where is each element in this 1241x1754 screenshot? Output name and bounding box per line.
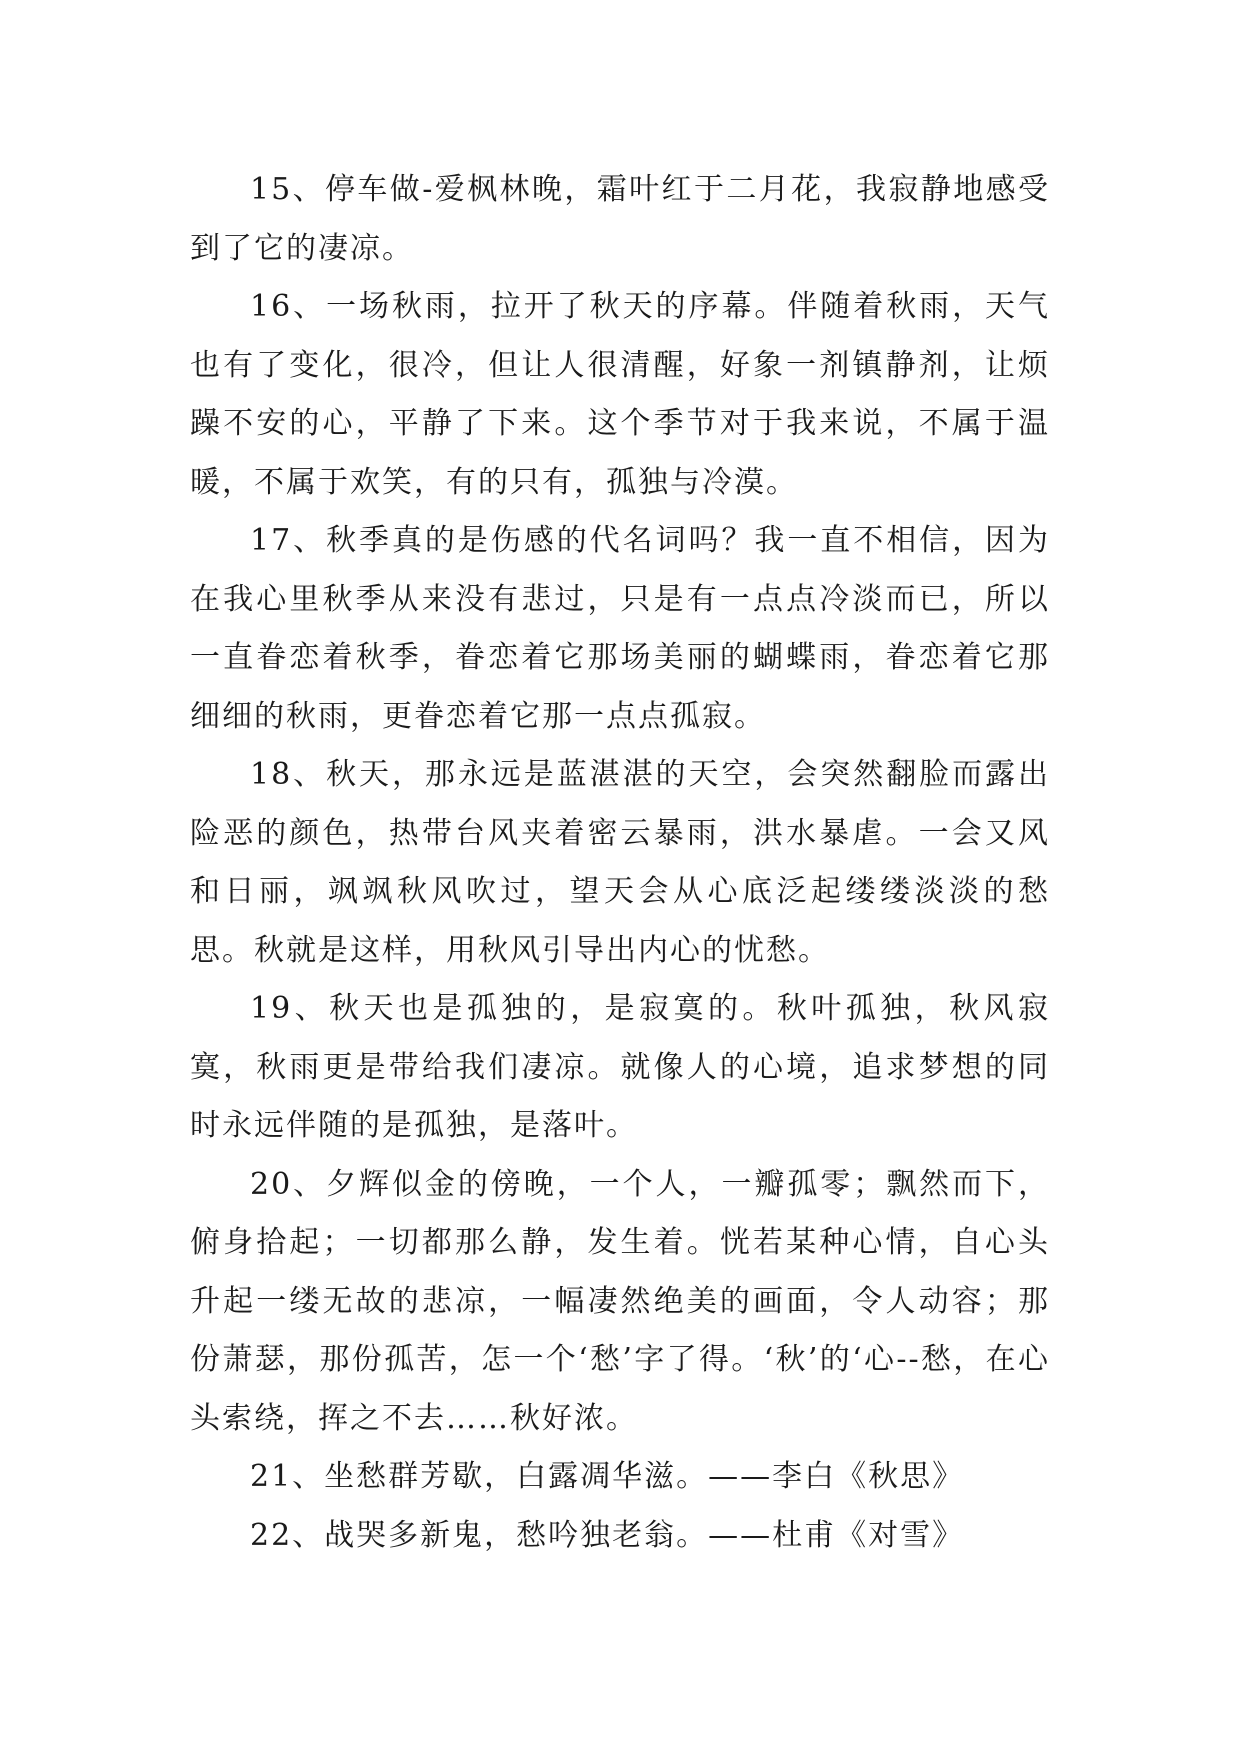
paragraph-21: 21、坐愁群芳歇，白露凋华滋。——李白《秋思》 (250, 1459, 965, 1494)
paragraph-20: 20、夕辉似金的傍晚，一个人，一瓣孤零；飘然而下，俯身拾起；一切都那么静，发生着。恍若某种心情，自心头升起一缕无故的悲凉，一幅凄然绝美的画面，令人动容；那份萧瑟，那份孤苦，怎一个‘愁’字了得。‘秋’的‘心--愁，在心头索绕，挥之不去……秋好浓。 (190, 1166, 1050, 1436)
paragraph-15: 15、停车做-爱枫林晚，霜叶红于二月花，我寂静地感受到了它的凄凉。 (190, 172, 1050, 266)
paragraph-16: 16、一场秋雨，拉开了秋天的序幕。伴随着秋雨，天气也有了变化，很冷，但让人很清醒，好象一剂镇静剂，让烦躁不安的心，平静了下来。这个季节对于我来说，不属于温暖，不属于欢笑，有的只有，孤独与冷漠。 (190, 289, 1050, 500)
paragraph-18: 18、秋天，那永远是蓝湛湛的天空，会突然翻脸而露出险恶的颜色，热带台风夹着密云暴雨，洪水暴虐。一会又风和日丽，飒飒秋风吹过，望天会从心底泛起缕缕淡淡的愁思。秋就是这样，用秋风引导出内心的忧愁。 (190, 757, 1050, 968)
paragraph-19: 19、秋天也是孤独的，是寂寞的。秋叶孤独，秋风寂寞，秋雨更是带给我们凄凉。就像人的心境，追求梦想的同时永远伴随的是孤独，是落叶。 (190, 991, 1050, 1143)
document-body (190, 161, 1050, 1565)
paragraph-17: 17、秋季真的是伤感的代名词吗？我一直不相信，因为在我心里秋季从来没有悲过，只是有一点点冷淡而已，所以一直眷恋着秋季，眷恋着它那场美丽的蝴蝶雨，眷恋着它那细细的秋雨，更眷恋着它那一点点孤寂。 (190, 523, 1050, 734)
paragraph-22: 22、战哭多新鬼，愁吟独老翁。——杜甫《对雪》 (250, 1517, 965, 1553)
